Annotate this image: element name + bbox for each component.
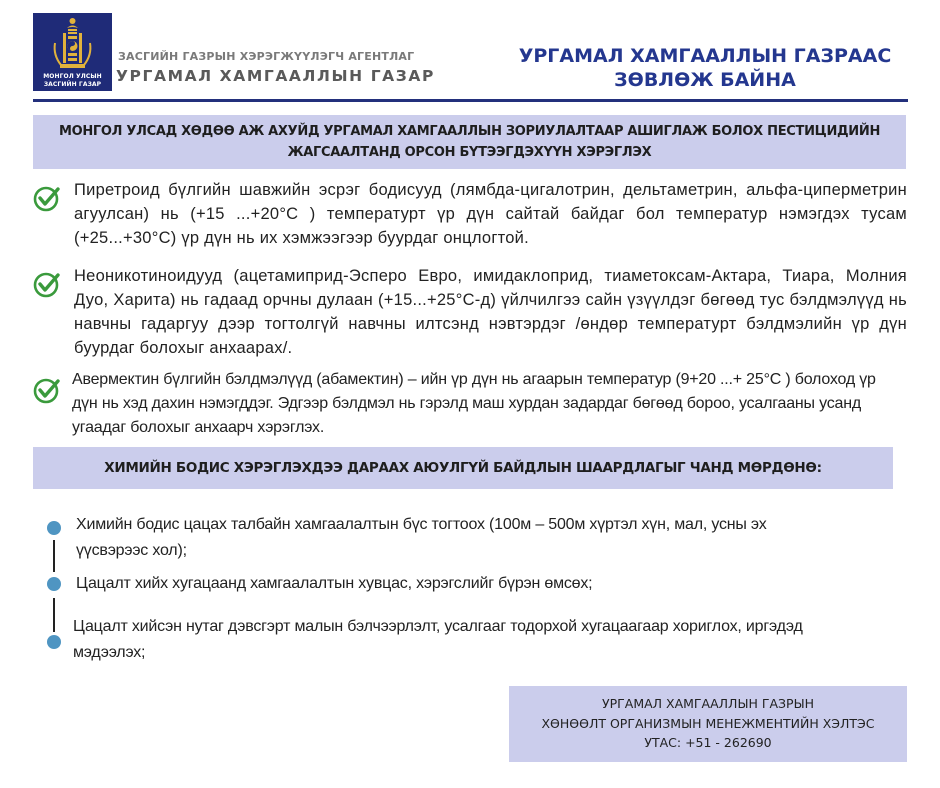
check-circle-icon bbox=[33, 184, 61, 212]
heading-line-1: МОНГОЛ УЛСАД ХӨДӨӨ АЖ АХУЙД УРГАМАЛ ХАМГААЛЛЫН ЗОРИУЛАЛТААР АШИГЛАЖ БОЛОХ ПЕСТИЦИДИЙН bbox=[58, 124, 881, 139]
bullet-dot bbox=[47, 635, 61, 649]
safety-section-heading: ХИМИЙН БОДИС ХЭРЭГЛЭХДЭЭ ДАРААХ АЮУЛГҮЙ БАЙДЛЫН ШААРДЛАГЫГ ЧАНД МӨРДӨНӨ: bbox=[33, 447, 893, 489]
pyrethroid-paragraph: Пиретроид бүлгийн шавжийн эсрэг бодисууд (лямбда-цигалотрин, дельтаметрин, альфа-циперметрин агуулсан) нь (+15 ...+20°C ) температурт үр дүн сайтай байдаг бол температур нэмэгдэх тусам (+25...+30°C) үр дүн нь их хэмжээгээр буурдаг онцлогтой. bbox=[74, 181, 907, 247]
contact-line-1: УРГАМАЛ ХАМГААЛЛЫН ГАЗРЫН bbox=[601, 696, 815, 711]
avermectin-paragraph: Авермектин бүлгийн бэлдмэлүүд (абамектин) – ийн үр дүн нь агаарын температур (9+20 ...+ 25°C ) болоход үр дүн нь хэд дахин нэмэгддэг. Эдгээр бэлдмэл нь гэрэлд маш хурдан задардаг бөгөөд бороо, усалгааны усанд угаадаг болохыг анхаарч хэрэглэх. bbox=[72, 371, 876, 436]
check-circle-icon bbox=[33, 376, 61, 404]
advice-title bbox=[495, 44, 915, 92]
bullet-dot bbox=[47, 577, 61, 591]
logo-line-1: МОНГОЛ УЛСЫН bbox=[43, 73, 102, 80]
check-circle-icon bbox=[33, 270, 61, 298]
list-item-line: үүсвэрээс хол); bbox=[76, 542, 187, 559]
list-item-line: Химийн бодис цацах талбайн хамгаалалтын бүс тогтоох (100м – 500м хүртэл хүн, мал, усны эх bbox=[76, 516, 767, 533]
contact-line-2: ХӨНӨӨЛТ ОРГАНИЗМЫН МЕНЕЖМЕНТИЙН ХЭЛТЭС bbox=[541, 715, 875, 731]
logo-line-2: ЗАСГИЙН ГАЗАР bbox=[43, 81, 102, 88]
list-connector bbox=[53, 598, 55, 632]
pesticide-section-heading bbox=[33, 115, 906, 169]
list-item bbox=[73, 614, 803, 666]
list-item-line: мэдээлэх; bbox=[73, 644, 146, 661]
advice-title-line-2: ЗӨВЛӨЖ БАЙНА bbox=[614, 69, 796, 91]
advice-title-line-1: УРГАМАЛ ХАМГААЛЛЫН ГАЗРААС bbox=[518, 45, 892, 67]
agency-parent: ЗАСГИЙН ГАЗРЫН ХЭРЭГЖҮҮЛЭГЧ АГЕНТЛАГ bbox=[118, 50, 415, 63]
bullet-dot bbox=[47, 521, 61, 535]
list-item bbox=[76, 571, 592, 597]
contact-box bbox=[509, 686, 907, 762]
header-divider bbox=[33, 99, 908, 102]
list-connector bbox=[53, 540, 55, 572]
government-logo bbox=[33, 13, 112, 91]
list-item-line: Цацалт хийх хугацаанд хамгаалалтын хувцас, хэрэгслийг бүрэн өмсөх; bbox=[76, 575, 593, 592]
heading-line-2: ЖАГСААЛТАНД ОРСОН БҮТЭЭГДЭХҮҮН ХЭРЭГЛЭХ bbox=[287, 145, 652, 160]
contact-phone: УТАС: +51 - 262690 bbox=[644, 735, 772, 750]
agency-name: УРГАМАЛ ХАМГААЛЛЫН ГАЗАР bbox=[116, 67, 435, 85]
list-item bbox=[76, 512, 767, 564]
list-item-line: Цацалт хийсэн нутаг дэвсгэрт малын бэлчээрлэлт, усалгааг тодорхой хугацаагаар хориглох, иргэдэд bbox=[73, 618, 803, 635]
soyombo-emblem-icon bbox=[33, 13, 112, 73]
neonicotinoid-paragraph: Неоникотиноидууд (ацетамиприд-Эсперо Евро, имидаклоприд, тиаметоксам-Актара, Тиара, Молния Дуо, Харита) нь гадаад орчны дулаан (+15...+25°C-д) үйлчилгээ сайн үзүүлдэг бөгөөд тус бэлдмэлүүд нь навчны гадаргуу дээр тогтолгүй навчны илтсэнд нэвтэрдэг /өндөр температурт бэлдмэлийн үр дүн буурдаг болохыг анхаарах/. bbox=[74, 267, 907, 357]
